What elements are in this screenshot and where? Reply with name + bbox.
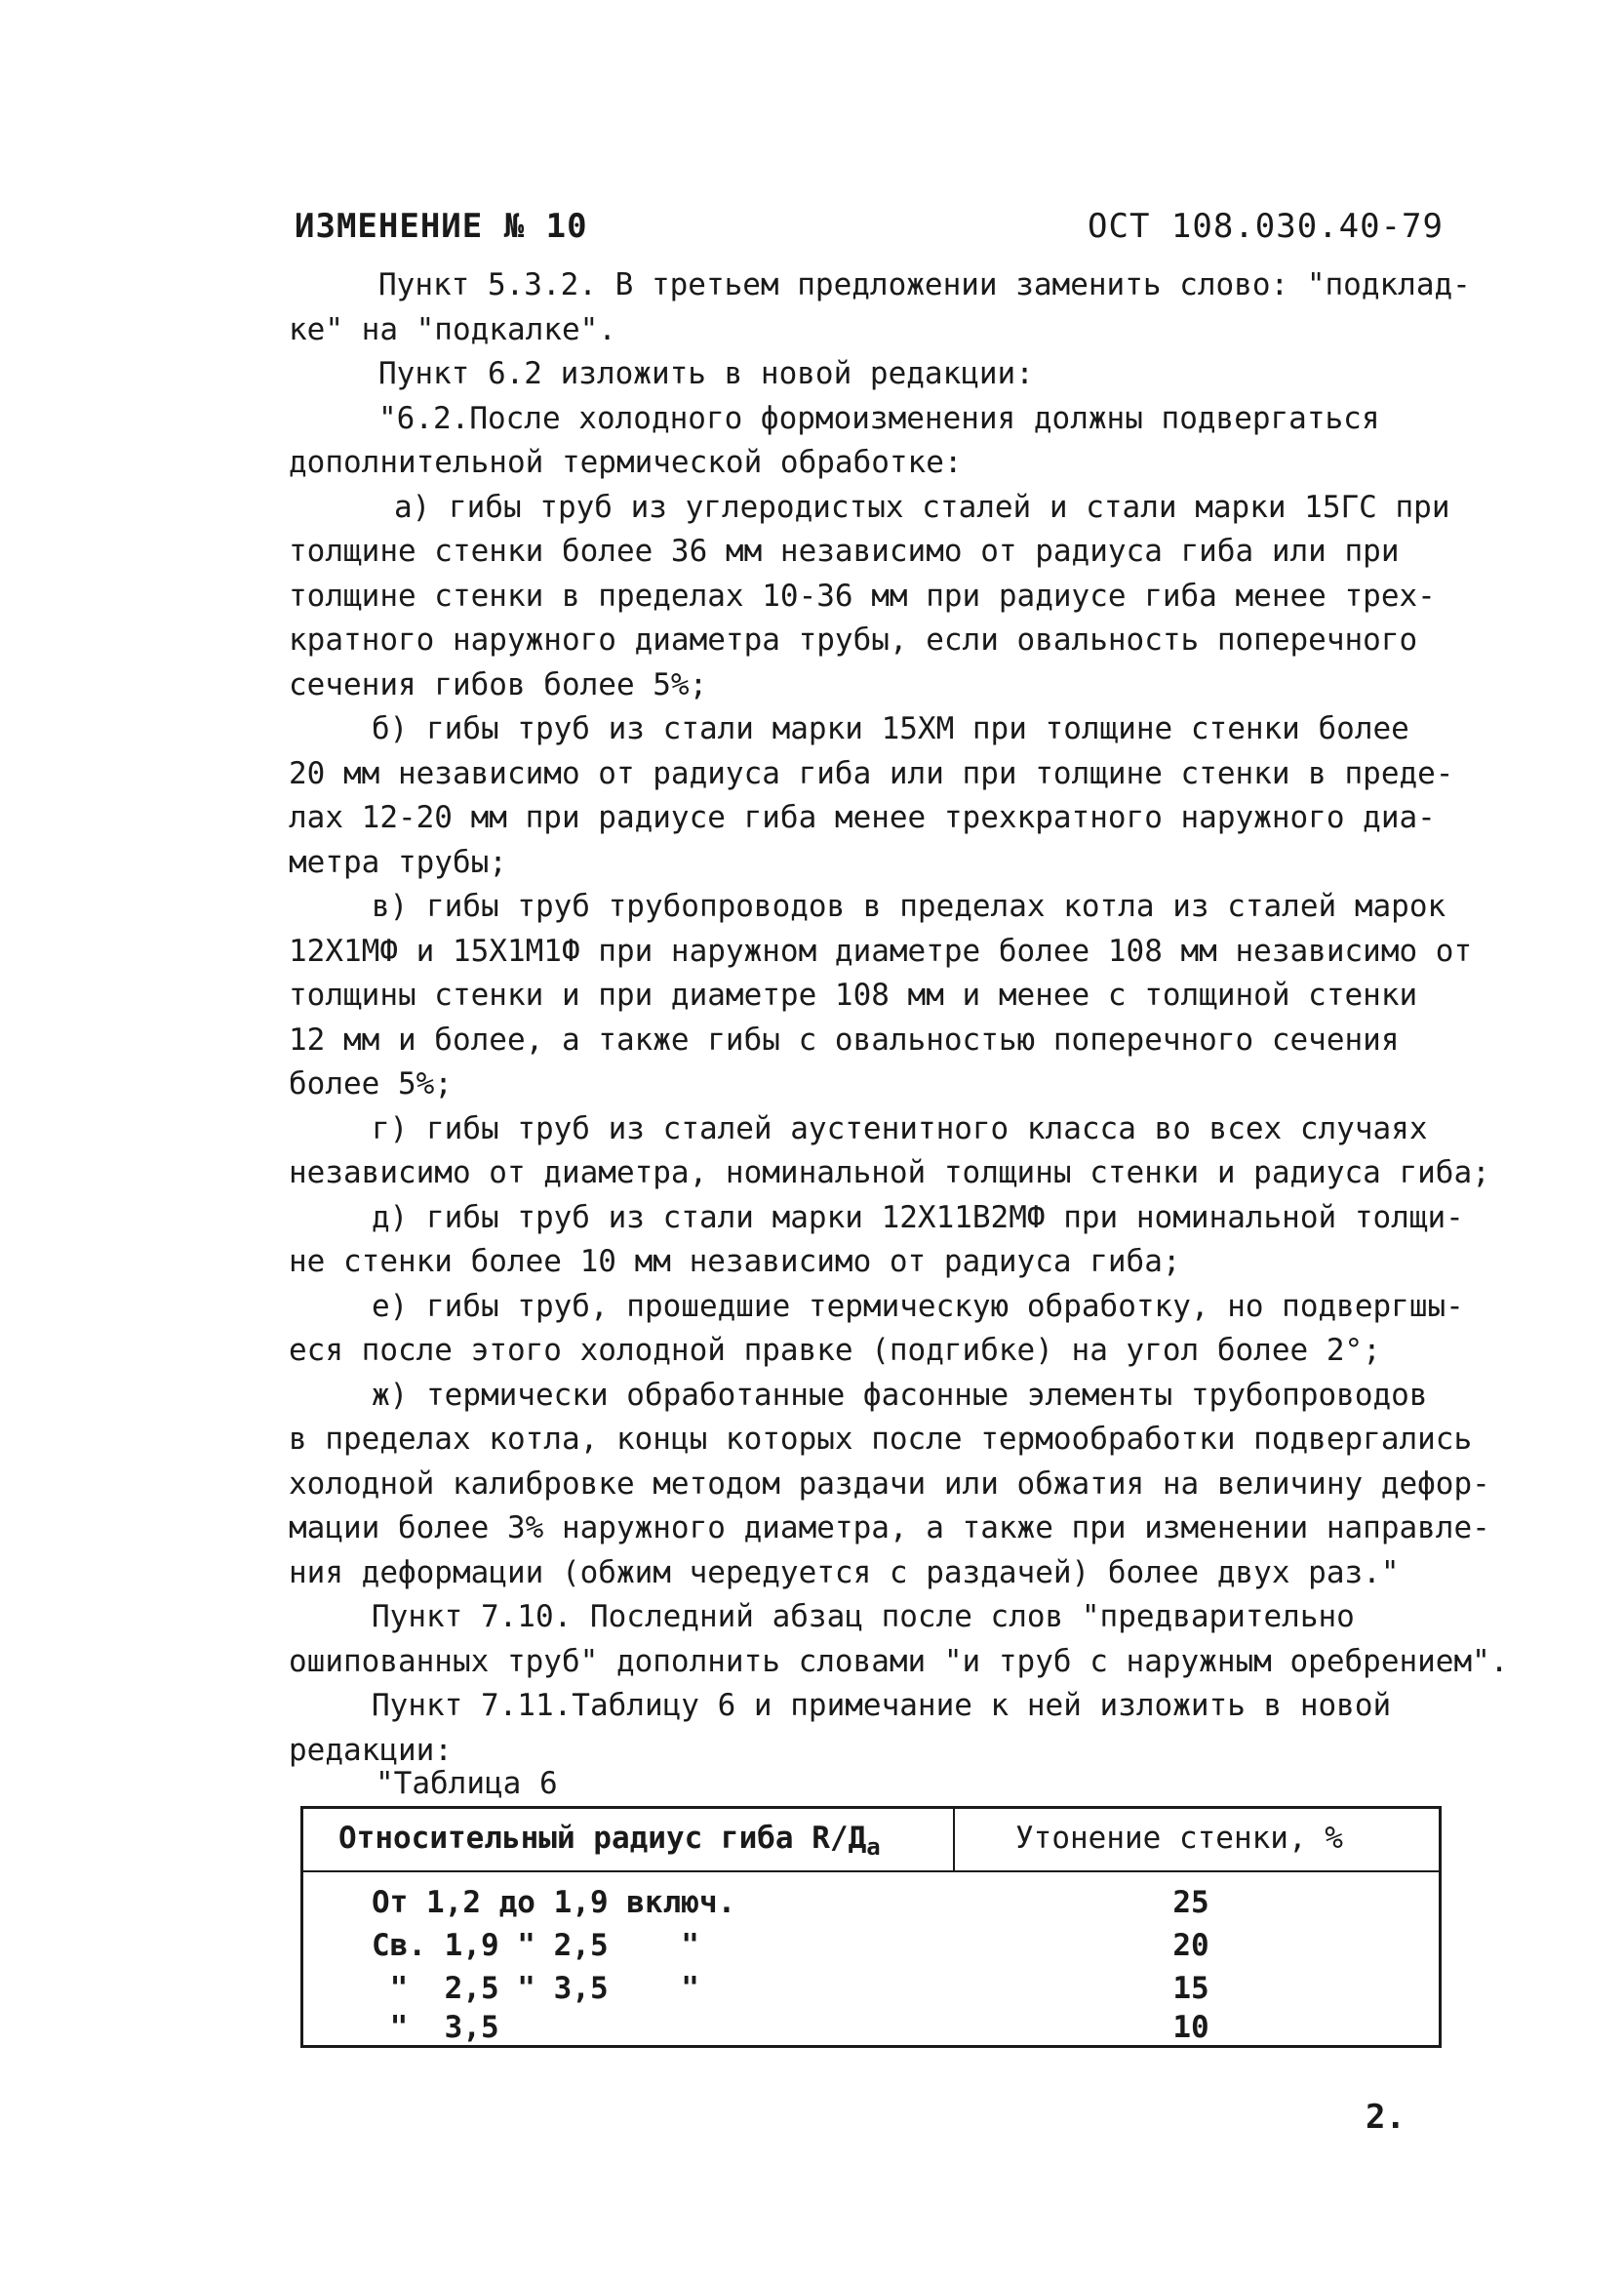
text-line: г) гибы труб из сталей аустенитного класса во всех случаях bbox=[372, 1110, 1428, 1146]
page-number: 2. bbox=[1366, 2098, 1406, 2137]
text-line: ния деформации (обжим чередуется с раздачей) более двух раз." bbox=[289, 1554, 1400, 1590]
table-header-divider bbox=[953, 1809, 955, 1870]
column-header-thinning: Утонение стенки, % bbox=[1015, 1821, 1343, 1856]
text-line: толщины стенки и при диаметре 108 мм и менее с толщиной стенки bbox=[289, 978, 1418, 1013]
text-line: в) гибы труб трубопроводов в пределах котла из сталей марок bbox=[372, 889, 1446, 924]
table-header-rule bbox=[303, 1870, 1439, 1872]
table-caption: "Таблица 6 bbox=[376, 1766, 558, 1801]
table-row-value: 15 bbox=[1172, 1971, 1209, 2006]
text-line: "6.2.После холодного формоизменения должны подвергаться bbox=[378, 400, 1380, 436]
column-header-radius-subscript: а bbox=[866, 1833, 881, 1862]
text-line: б) гибы труб из стали марки 15ХМ при толщине стенки более bbox=[372, 711, 1409, 746]
text-line: е) гибы труб, прошедшие термическую обработку, но подвергшы- bbox=[372, 1288, 1464, 1324]
text-line: кратного наружного диаметра трубы, если овальность поперечного bbox=[289, 622, 1418, 658]
text-line: редакции: bbox=[289, 1732, 453, 1768]
text-line: 12Х1МФ и 15Х1М1Ф при наружном диаметре более 108 мм независимо от bbox=[289, 933, 1473, 969]
text-line: Пункт 5.3.2. В третьем предложении заменить слово: "подклад- bbox=[378, 267, 1471, 302]
text-line: в пределах котла, концы которых после термообработки подвергались bbox=[289, 1422, 1473, 1457]
table-row-value: 25 bbox=[1172, 1885, 1209, 1920]
table-row-label: " 3,5 bbox=[372, 2010, 499, 2045]
text-line: толщине стенки в пределах 10-36 мм при радиусе гиба менее трех- bbox=[289, 578, 1436, 614]
text-line: независимо от диаметра, номинальной толщины стенки и радиуса гиба; bbox=[289, 1155, 1490, 1190]
text-line: толщине стенки более 36 мм независимо от радиуса гиба или при bbox=[289, 534, 1400, 569]
table-6 bbox=[300, 1806, 1442, 2048]
change-number-header: ИЗМЕНЕНИЕ № 10 bbox=[295, 207, 588, 246]
text-line: Пункт 6.2 изложить в новой редакции: bbox=[378, 356, 1034, 391]
text-line: лах 12-20 мм при радиусе гиба менее трехкратного наружного диа- bbox=[289, 800, 1436, 835]
text-line: не стенки более 10 мм независимо от радиуса гиба; bbox=[289, 1244, 1181, 1279]
text-line: Пункт 7.10. Последний абзац после слов "предварительно bbox=[372, 1599, 1355, 1634]
text-line: дополнительной термической обработке: bbox=[289, 445, 963, 480]
text-line: более 5%; bbox=[289, 1066, 453, 1102]
standard-code-header: ОСТ 108.030.40-79 bbox=[1088, 207, 1444, 246]
column-header-radius bbox=[338, 1821, 881, 1861]
text-line: мации более 3% наружного диаметра, а также при изменении направле- bbox=[289, 1510, 1490, 1545]
column-header-radius-text: Относительный радиус гиба R/Д bbox=[338, 1821, 867, 1856]
text-line: ошипованных труб" дополнить словами "и труб с наружным оребрением". bbox=[289, 1643, 1509, 1679]
text-line: а) гибы труб из углеродистых сталей и стали марки 15ГС при bbox=[394, 489, 1450, 525]
text-line: еся после этого холодной правке (подгибке) на угол более 2°; bbox=[289, 1333, 1381, 1368]
table-row-label: От 1,2 до 1,9 включ. bbox=[372, 1885, 736, 1920]
text-line: Пункт 7.11.Таблицу 6 и примечание к ней изложить в новой bbox=[372, 1688, 1392, 1723]
table-row-value: 10 bbox=[1172, 2010, 1209, 2045]
text-line: 12 мм и более, а также гибы с овальностью поперечного сечения bbox=[289, 1022, 1400, 1058]
table-row-value: 20 bbox=[1172, 1928, 1209, 1963]
text-line: 20 мм независимо от радиуса гиба или при толщине стенки в преде- bbox=[289, 755, 1454, 791]
table-row-label: Св. 1,9 " 2,5 " bbox=[372, 1928, 699, 1963]
text-line: холодной калибровке методом раздачи или обжатия на величину дефор- bbox=[289, 1465, 1490, 1502]
text-line: ж) термически обработанные фасонные элементы трубопроводов bbox=[372, 1377, 1428, 1413]
text-line: метра трубы; bbox=[289, 844, 507, 880]
text-line: сечения гибов более 5%; bbox=[289, 666, 708, 702]
text-line: ке" на "подкалке". bbox=[289, 311, 616, 347]
text-line: д) гибы труб из стали марки 12Х11В2МФ при номинальной толщи- bbox=[372, 1199, 1464, 1235]
body-text bbox=[289, 263, 1509, 1773]
table-row-label: " 2,5 " 3,5 " bbox=[372, 1971, 699, 2006]
